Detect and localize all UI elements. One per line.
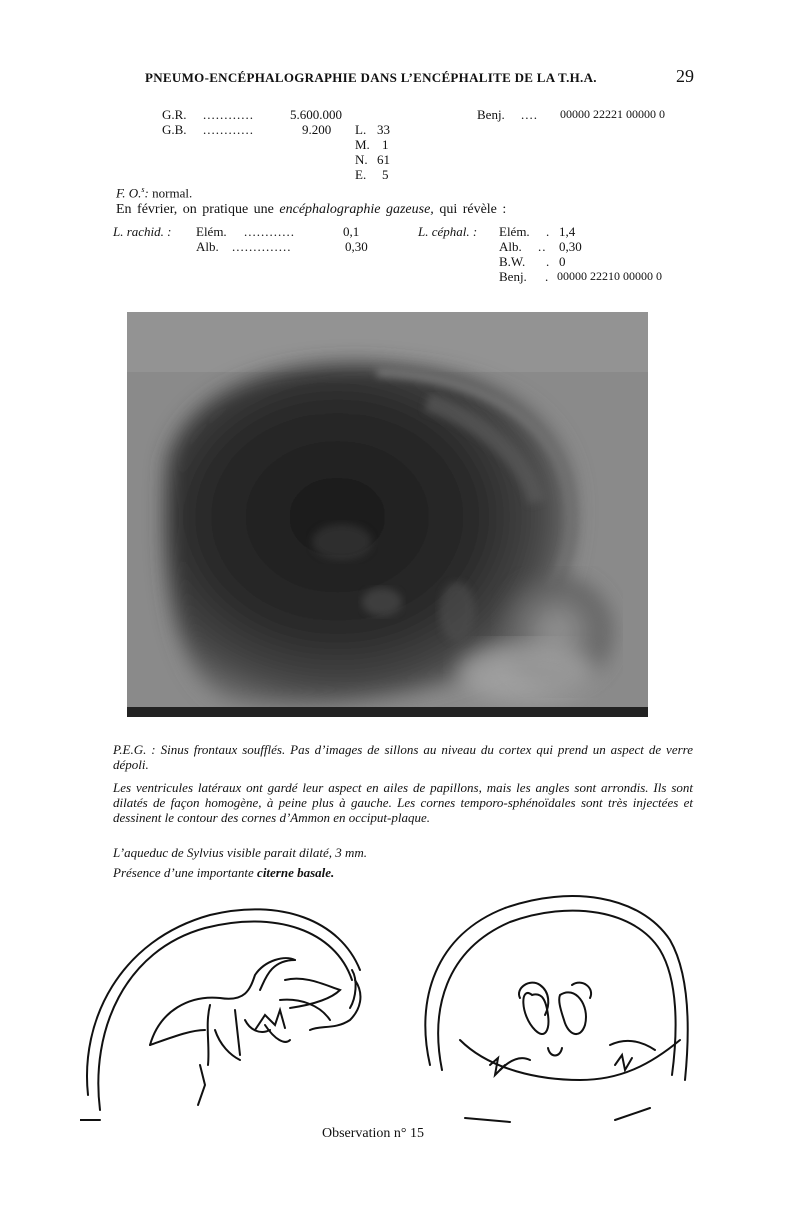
gb-dots: ............: [203, 122, 254, 137]
cephal-row-label: B.W.: [499, 254, 526, 269]
formula-label: M.: [355, 137, 370, 152]
rachid-row-dots: ............: [244, 224, 295, 239]
formula-value: 1: [382, 137, 389, 152]
gb-value: 9.200: [302, 122, 332, 137]
figure-caption: Observation n° 15: [322, 1126, 425, 1141]
fo-colon: :: [144, 185, 149, 201]
gb-label: G.B.: [162, 122, 187, 137]
page-number: 29: [676, 66, 694, 86]
cephal-row-value: 0: [559, 254, 566, 269]
fo-superscript: s: [141, 185, 145, 194]
cephal-row-value: 0,30: [559, 239, 582, 254]
formula-value: 5: [382, 167, 389, 182]
frontal-view-diagram: [425, 896, 687, 1122]
cephal-row-dots: .: [545, 269, 549, 284]
caption-cistern-emph: citerne basale.: [257, 865, 335, 880]
cephal-row-value: 1,4: [559, 224, 576, 239]
cephal-row-dots: ..: [538, 239, 547, 254]
rachid-row-label: Elém.: [196, 224, 227, 239]
caption-cistern: [113, 865, 693, 880]
fo-value: normal.: [152, 185, 193, 201]
rachid-row-label: Alb.: [196, 239, 219, 254]
formula-label: L.: [355, 122, 367, 137]
formula-value: 61: [377, 152, 390, 167]
cephal-label: L. céphal. :: [418, 224, 478, 239]
caption-ventricles: Les ventricules latéraux ont gardé leur aspect en ailes de papillons, mais les angles sont arrondis. Ils sont dilatés de façon homogène, à peine plus à gauche. Les cornes temporo-sphénoïdales sont très injectées et dessinent le contour des cornes d’Ammon en occiput-plaque.: [113, 780, 693, 825]
running-head: PNEUMO-ENCÉPHALOGRAPHIE DANS L’ENCÉPHALITE DE LA T.H.A.: [145, 70, 597, 85]
cephal-row-dots: .: [546, 254, 550, 269]
intro-suffix: qui révèle :: [439, 202, 507, 217]
rachid-row-value: 0,1: [343, 224, 360, 239]
caption-aqueduct: L’aqueduc de Sylvius visible parait dilaté, 3 mm.: [113, 845, 368, 860]
benj-label: Benj.: [477, 107, 505, 122]
rachid-label: L. rachid. :: [113, 224, 172, 239]
benj-value: 00000 22221 00000 0: [560, 107, 665, 121]
cephal-row-value: 00000 22210 00000 0: [557, 269, 662, 283]
intro-prefix: En février, on pratique une: [116, 202, 274, 217]
benj-dots: ....: [521, 107, 538, 122]
cephal-row-dots: .: [546, 224, 550, 239]
cephal-row-label: Elém.: [499, 224, 530, 239]
fo-line: [116, 185, 192, 201]
formula-label: N.: [355, 152, 368, 167]
cephal-row-label: Alb.: [499, 239, 522, 254]
xray-image: [127, 312, 648, 717]
rachid-row-dots: ..............: [232, 239, 292, 254]
rachid-row-value: 0,30: [345, 239, 368, 254]
gr-label: G.R.: [162, 107, 187, 122]
caption-peg: P.E.G. : Sinus frontaux soufflés. Pas d’images de sillons au niveau du cortex qui prend un aspect de verre dépoli.: [113, 742, 693, 772]
intro-emph: encéphalographie gazeuse,: [279, 202, 434, 217]
gr-dots: ............: [203, 107, 254, 122]
intro-line: [116, 202, 506, 218]
fo-label: F. O.: [116, 185, 142, 201]
formula-value: 33: [377, 122, 390, 137]
lateral-view-diagram: [80, 909, 360, 1120]
ventricle-diagrams: [80, 880, 720, 1130]
gr-value: 5.600.000: [290, 107, 342, 122]
formula-label: E.: [355, 167, 367, 182]
cephal-row-label: Benj.: [499, 269, 527, 284]
xray-photograph: [127, 312, 648, 717]
caption-cistern-prefix: Présence d’une importante: [113, 865, 254, 880]
